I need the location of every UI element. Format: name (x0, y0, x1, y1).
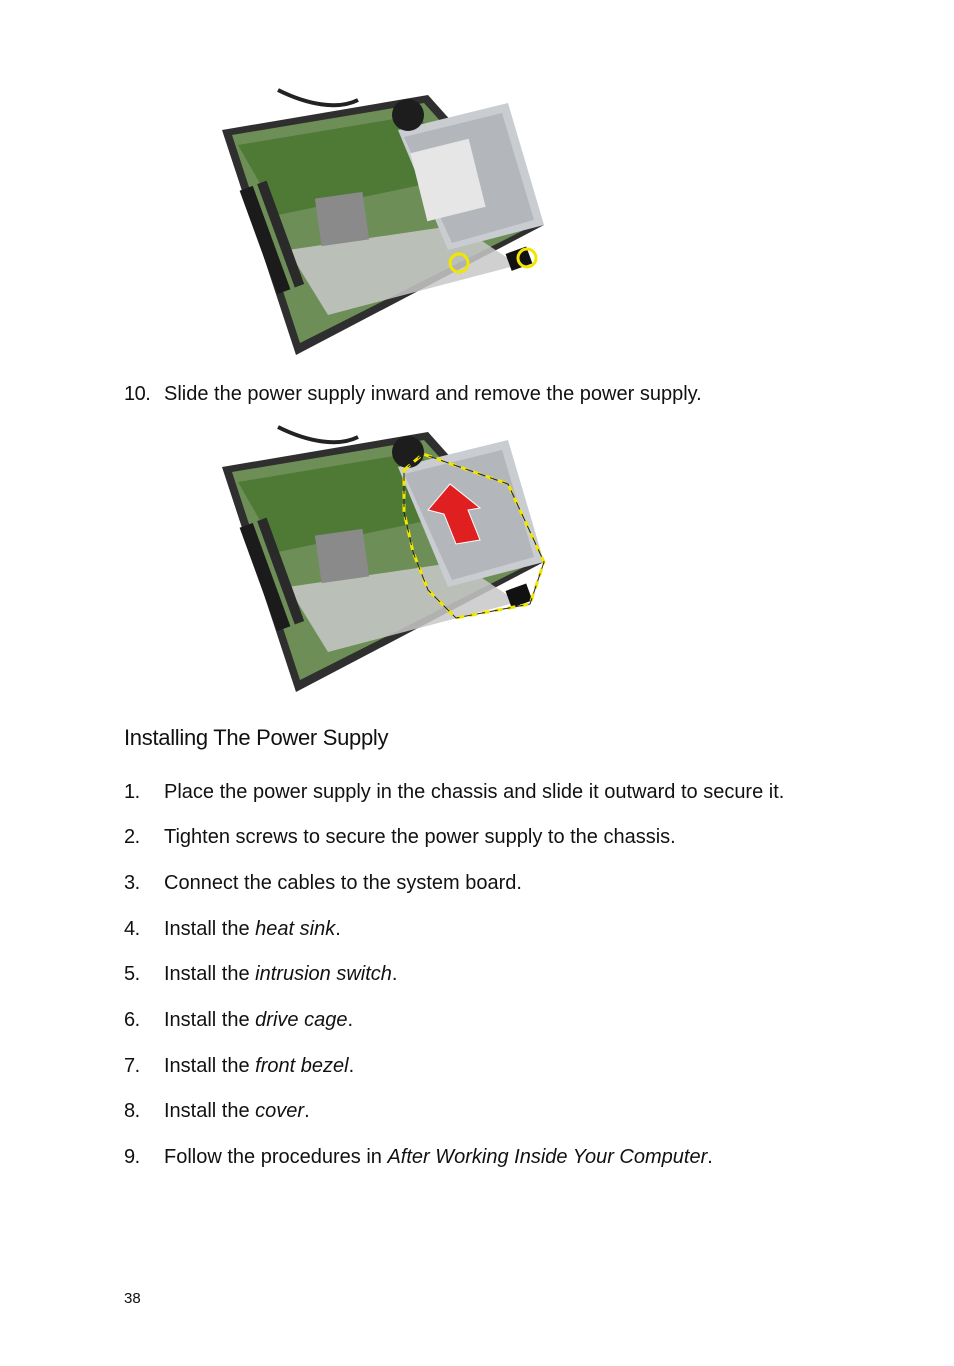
step-number: 6. (124, 1009, 140, 1031)
step-number: 9. (124, 1146, 140, 1168)
step-number: 8. (124, 1100, 140, 1122)
step-text: Connect the cables to the system board. (164, 872, 522, 894)
figure-screws-callout (218, 75, 548, 360)
step-text: Tighten screws to secure the power supply to the chassis. (164, 826, 676, 848)
intrusion-switch-link[interactable]: intrusion switch (255, 963, 392, 985)
step-text: Follow the procedures in After Working Inside Your Computer. (164, 1146, 713, 1168)
step-number: 7. (124, 1055, 140, 1077)
step-number: 2. (124, 826, 140, 848)
figure-psu-removal (218, 412, 548, 697)
step-text: Place the power supply in the chassis and slide it outward to secure it. (164, 781, 785, 803)
install-step-1 (124, 780, 784, 804)
install-step-5 (124, 962, 397, 986)
install-step-7 (124, 1054, 354, 1078)
after-working-inside-link[interactable]: After Working Inside Your Computer (387, 1146, 708, 1168)
step-number: 4. (124, 918, 140, 940)
install-step-3 (124, 871, 522, 895)
step-text: Install the front bezel. (164, 1055, 355, 1077)
drive-cage-link[interactable]: drive cage (255, 1009, 348, 1031)
computer-chassis-illustration (222, 427, 544, 692)
step-number: 10. (124, 383, 151, 405)
step-text: Install the cover. (164, 1100, 310, 1122)
page-number: 38 (124, 1290, 141, 1307)
install-step-9 (124, 1145, 713, 1169)
step-text: Install the drive cage. (164, 1009, 354, 1031)
computer-chassis-illustration (222, 90, 544, 355)
step-text: Install the intrusion switch. (164, 963, 398, 985)
cover-link[interactable]: cover (255, 1100, 305, 1122)
install-step-2 (124, 825, 676, 849)
install-step-8 (124, 1099, 310, 1123)
section-heading: Installing The Power Supply (124, 725, 389, 750)
step-number: 5. (124, 963, 140, 985)
install-step-6 (124, 1008, 353, 1032)
step-number: 1. (124, 781, 140, 803)
front-bezel-link[interactable]: front bezel (255, 1055, 349, 1077)
heat-sink-link[interactable]: heat sink (255, 918, 336, 940)
step-10 (124, 382, 702, 406)
install-step-4 (124, 917, 341, 941)
step-text: Install the heat sink. (164, 918, 341, 940)
step-number: 3. (124, 872, 140, 894)
step-text: Slide the power supply inward and remove the power supply. (164, 383, 702, 405)
